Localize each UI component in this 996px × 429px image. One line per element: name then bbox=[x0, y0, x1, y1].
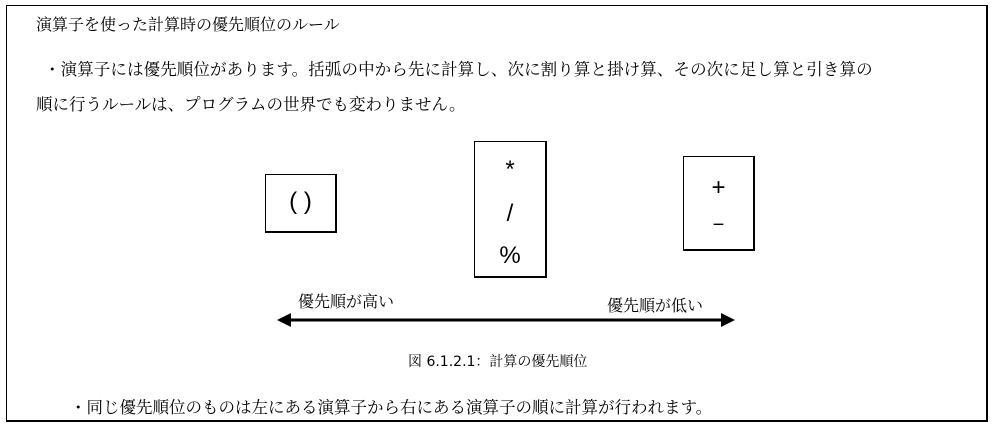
operator-modulo: % bbox=[499, 242, 521, 269]
operator-divide: / bbox=[506, 200, 514, 227]
paragraph-2: ・同じ優先順位のものは左にある演算子から右にある演算子の順に計算が行われます。 bbox=[70, 398, 713, 417]
paragraph-1-line-1: ・演算子には優先順位があります。括弧の中から先に計算し、次に割り算と掛け算、その次に足し算と引き算の bbox=[44, 60, 873, 79]
operator-minus: − bbox=[712, 214, 725, 236]
priority-arrow-icon bbox=[277, 310, 737, 330]
label-priority-low: 優先順が低い bbox=[607, 296, 704, 315]
operator-box-additive bbox=[683, 156, 755, 251]
operator-box-parentheses bbox=[265, 174, 337, 233]
figure-caption: 図 6.1.2.1：計算の優先順位 bbox=[408, 354, 588, 370]
operator-multiply: * bbox=[505, 156, 515, 183]
operator-parentheses: ( ) bbox=[289, 188, 312, 215]
section-title: 演算子を使った計算時の優先順位のルール bbox=[36, 15, 340, 34]
paragraph-1-line-2: 順に行うルールは、プログラムの世界でも変わりません。 bbox=[36, 95, 466, 114]
label-priority-high: 優先順が高い bbox=[298, 292, 395, 311]
operator-plus: + bbox=[711, 174, 726, 201]
operator-box-multiplicative bbox=[474, 141, 547, 278]
